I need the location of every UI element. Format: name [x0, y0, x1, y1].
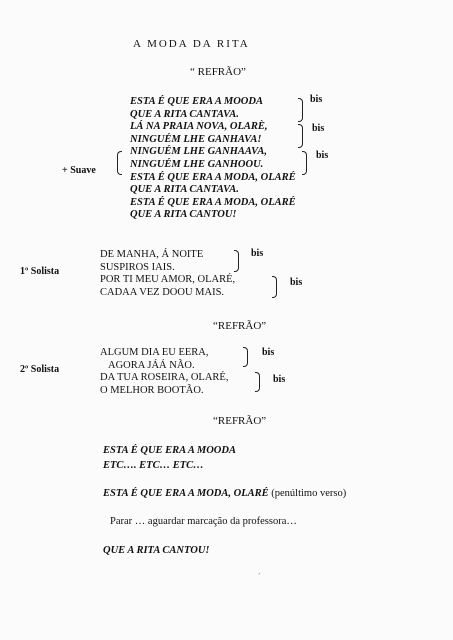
ending-note: (penúltimo verso) — [268, 488, 347, 499]
ending-line-3 — [103, 488, 346, 501]
repeat-brace — [272, 276, 277, 298]
lyric-line: NINGUÉM LHE GANHAAVA, — [130, 146, 268, 158]
lyric-line: ESTA É QUE ERA A MOODA — [130, 96, 263, 107]
bis-label: bis — [316, 150, 329, 161]
lyric-line: LÁ NA PRAIA NOVA, OLARÈ, — [130, 121, 268, 133]
suave-label: + Suave — [62, 165, 96, 176]
lyric-line: CADAA VEZ DOOU MAIS. — [100, 286, 225, 298]
repeat-brace-left — [117, 151, 122, 175]
lyric-line: ESTA É QUE ERA A MODA, OLARÉ — [130, 171, 296, 183]
bis-label: bis — [312, 123, 325, 134]
solista-1-label: 1º Solista — [20, 266, 60, 277]
lyric-line: ALGUM DIA EU EERA, — [100, 347, 209, 358]
refrain-lyrics — [130, 96, 296, 222]
repeat-brace — [234, 250, 239, 272]
lyric-line: DE MANHA, Á NOITE — [100, 249, 204, 260]
bis-label: bis — [273, 374, 286, 385]
repeat-brace — [243, 347, 248, 367]
lyric-line: POR TI MEU AMOR, OLARÉ, — [100, 274, 236, 286]
lyric-line: SUSPIROS IAIS. — [100, 261, 175, 273]
repeat-brace — [298, 124, 303, 148]
bis-label: bis — [262, 347, 275, 358]
ending-line-1: ESTA É QUE ERA A MOODA — [103, 445, 236, 456]
stray-mark: ´ — [258, 572, 261, 581]
ending-line-3-lyric: ESTA É QUE ERA A MODA, OLARÉ — [103, 488, 269, 499]
lyric-line: QUE A RITA CANTOU! — [130, 209, 237, 221]
bis-label: bis — [310, 94, 323, 105]
ending-line-2: ETC…. ETC… ETC… — [103, 460, 204, 471]
solista-1-lyrics — [100, 249, 235, 299]
refrain-header-2: “REFRÃO” — [213, 320, 267, 332]
lyric-line: NINGUÉM LHE GANHAVA! — [130, 133, 262, 145]
repeat-brace — [302, 151, 307, 175]
instruction-text: Parar … aguardar marcação da professora… — [110, 516, 297, 527]
lyric-line: AGORA JÁÁ NÃO. — [108, 359, 195, 371]
bis-label: bis — [251, 248, 264, 259]
refrain-header: “ REFRÃO” — [190, 66, 246, 78]
lyric-line: QUE A RITA CANTAVA. — [130, 184, 239, 196]
lyric-line: NINGUÉM LHE GANHOOU. — [130, 158, 264, 170]
final-line: QUE A RITA CANTOU! — [103, 545, 210, 556]
refrain-header-3: “REFRÃO” — [213, 415, 267, 427]
solista-2-label: 2º Solista — [20, 364, 60, 375]
solista-2-lyrics — [100, 347, 228, 397]
bis-label: bis — [290, 277, 303, 288]
lyric-line: O MELHOR BOOTÃO. — [100, 384, 204, 396]
repeat-brace — [255, 372, 260, 392]
lyric-line: QUE A RITA CANTAVA. — [130, 108, 239, 120]
lyric-line: DA TUA ROSEIRA, OLARÉ, — [100, 372, 229, 384]
repeat-brace — [298, 98, 303, 122]
song-title: A MODA DA RITA — [133, 38, 250, 50]
lyric-line: ESTA É QUE ERA A MODA, OLARÉ — [130, 196, 296, 208]
